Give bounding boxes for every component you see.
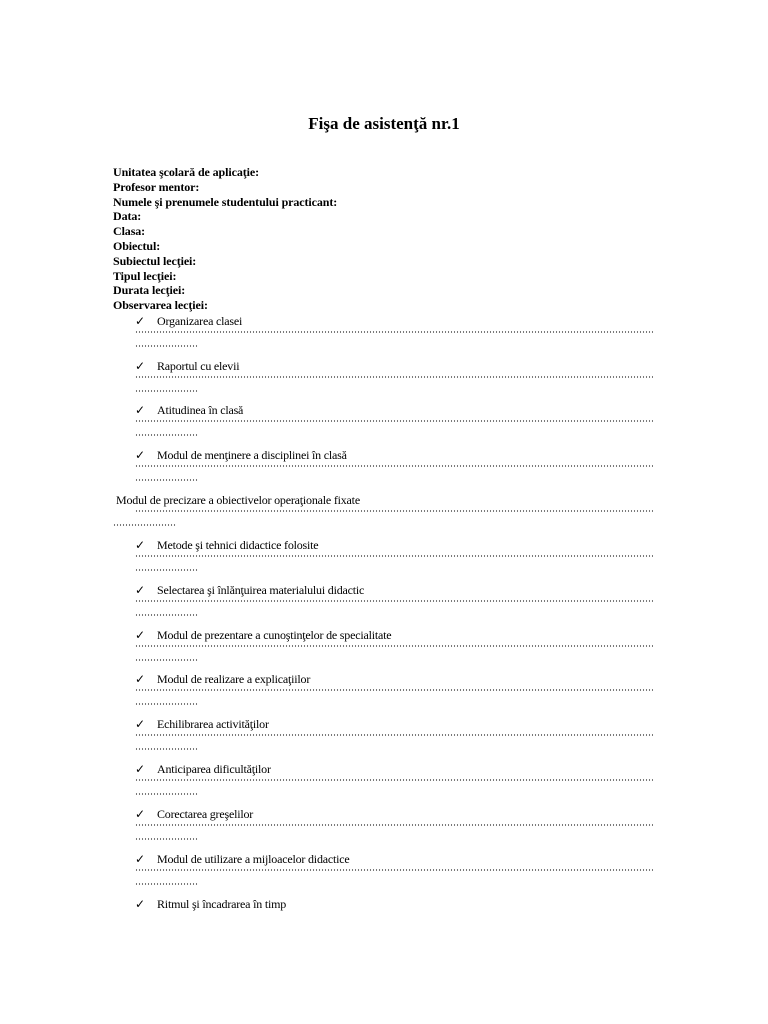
item-label: Modul de prezentare a cunoştinţelor de specialitate (157, 628, 392, 642)
dotted-line (135, 600, 653, 602)
dotted-line (135, 869, 653, 871)
dotted-line (135, 376, 653, 378)
checkmark-icon: ✓ (135, 628, 146, 642)
dotted-line (135, 689, 653, 691)
item-label: Anticiparea dificultăţilor (157, 762, 271, 776)
list-item-obiective (0, 493, 768, 538)
list-item-echilibrarea (0, 717, 768, 762)
item-label: Echilibrarea activităţilor (157, 717, 269, 731)
dotted-line (135, 614, 198, 616)
item-label: Modul de precizare a obiectivelor operaţionale fixate (116, 493, 360, 507)
dotted-line (135, 569, 198, 571)
dotted-line (135, 883, 198, 885)
item-label: Selectarea şi înlănţuirea materialului didactic (157, 583, 365, 597)
dotted-line (135, 465, 653, 467)
item-label: Corectarea greşelilor (157, 807, 254, 821)
checkmark-icon: ✓ (135, 807, 146, 821)
list-item-anticiparea (0, 762, 768, 807)
item-label: Raportul cu elevii (157, 359, 240, 373)
checkmark-icon: ✓ (135, 852, 146, 866)
checkmark-icon: ✓ (135, 538, 146, 552)
dotted-line (135, 748, 198, 750)
dotted-line (135, 793, 198, 795)
field-subiectul: Subiectul lecţiei: (113, 253, 197, 268)
dotted-line (135, 331, 653, 333)
dotted-line (135, 510, 653, 512)
dotted-line (135, 645, 653, 647)
checkmark-icon: ✓ (135, 762, 146, 776)
list-item-mijloace (0, 852, 768, 897)
list-item-selectarea (0, 583, 768, 628)
item-label: Modul de menţinere a disciplinei în clasă (157, 448, 347, 462)
dotted-line (135, 838, 198, 840)
field-data: Data: (113, 209, 142, 224)
checkmark-icon: ✓ (135, 448, 146, 462)
header-fields (113, 165, 337, 313)
list-item-raportul (0, 359, 768, 404)
dotted-line (113, 524, 176, 526)
list-item-metode (0, 538, 768, 583)
dotted-line (135, 420, 653, 422)
checkmark-icon: ✓ (135, 314, 146, 328)
dotted-line (135, 734, 653, 736)
field-clasa: Clasa: (113, 224, 146, 239)
checkmark-icon: ✓ (135, 403, 146, 417)
checkmark-icon: ✓ (135, 359, 146, 373)
dotted-line (135, 479, 198, 481)
document-title: Fişa de asistenţă nr.1 (308, 114, 460, 133)
field-durata: Durata lecţiei: (113, 283, 186, 298)
list-item-ritmul (0, 897, 768, 942)
list-item-prezentare (0, 628, 768, 673)
list-item-organizarea (0, 314, 768, 359)
item-label: Organizarea clasei (157, 314, 243, 328)
item-label: Modul de utilizare a mijloacelor didactice (157, 852, 350, 866)
dotted-line (135, 555, 653, 557)
checkmark-icon: ✓ (135, 897, 146, 911)
field-observarea: Observarea lecţiei: (113, 298, 208, 313)
checkmark-icon: ✓ (135, 672, 146, 686)
dotted-line (135, 703, 198, 705)
item-label: Modul de realizare a explicaţiilor (157, 672, 311, 686)
checkmark-icon: ✓ (135, 717, 146, 731)
item-label: Atitudinea în clasă (157, 403, 244, 417)
checkmark-icon: ✓ (135, 583, 146, 597)
list-item-disciplina (0, 448, 768, 493)
field-unitatea: Unitatea şcolară de aplicaţie: (113, 165, 259, 179)
dotted-line (135, 390, 198, 392)
item-label: Ritmul şi încadrarea în timp (157, 897, 287, 911)
dotted-line (135, 824, 653, 826)
dotted-line (135, 779, 653, 781)
item-label: Metode şi tehnici didactice folosite (157, 538, 319, 552)
field-numele-student: Numele şi prenumele studentului practicant: (113, 194, 338, 209)
field-profesor-mentor: Profesor mentor: (113, 179, 200, 194)
field-obiectul: Obiectul: (113, 238, 161, 253)
dotted-line (135, 659, 198, 661)
dotted-line (135, 345, 198, 347)
list-item-atitudinea (0, 403, 768, 448)
dotted-line (135, 434, 198, 436)
list-item-corectarea (0, 807, 768, 852)
list-item-explicatii (0, 672, 768, 717)
field-tipul: Tipul lecţiei: (113, 268, 177, 283)
